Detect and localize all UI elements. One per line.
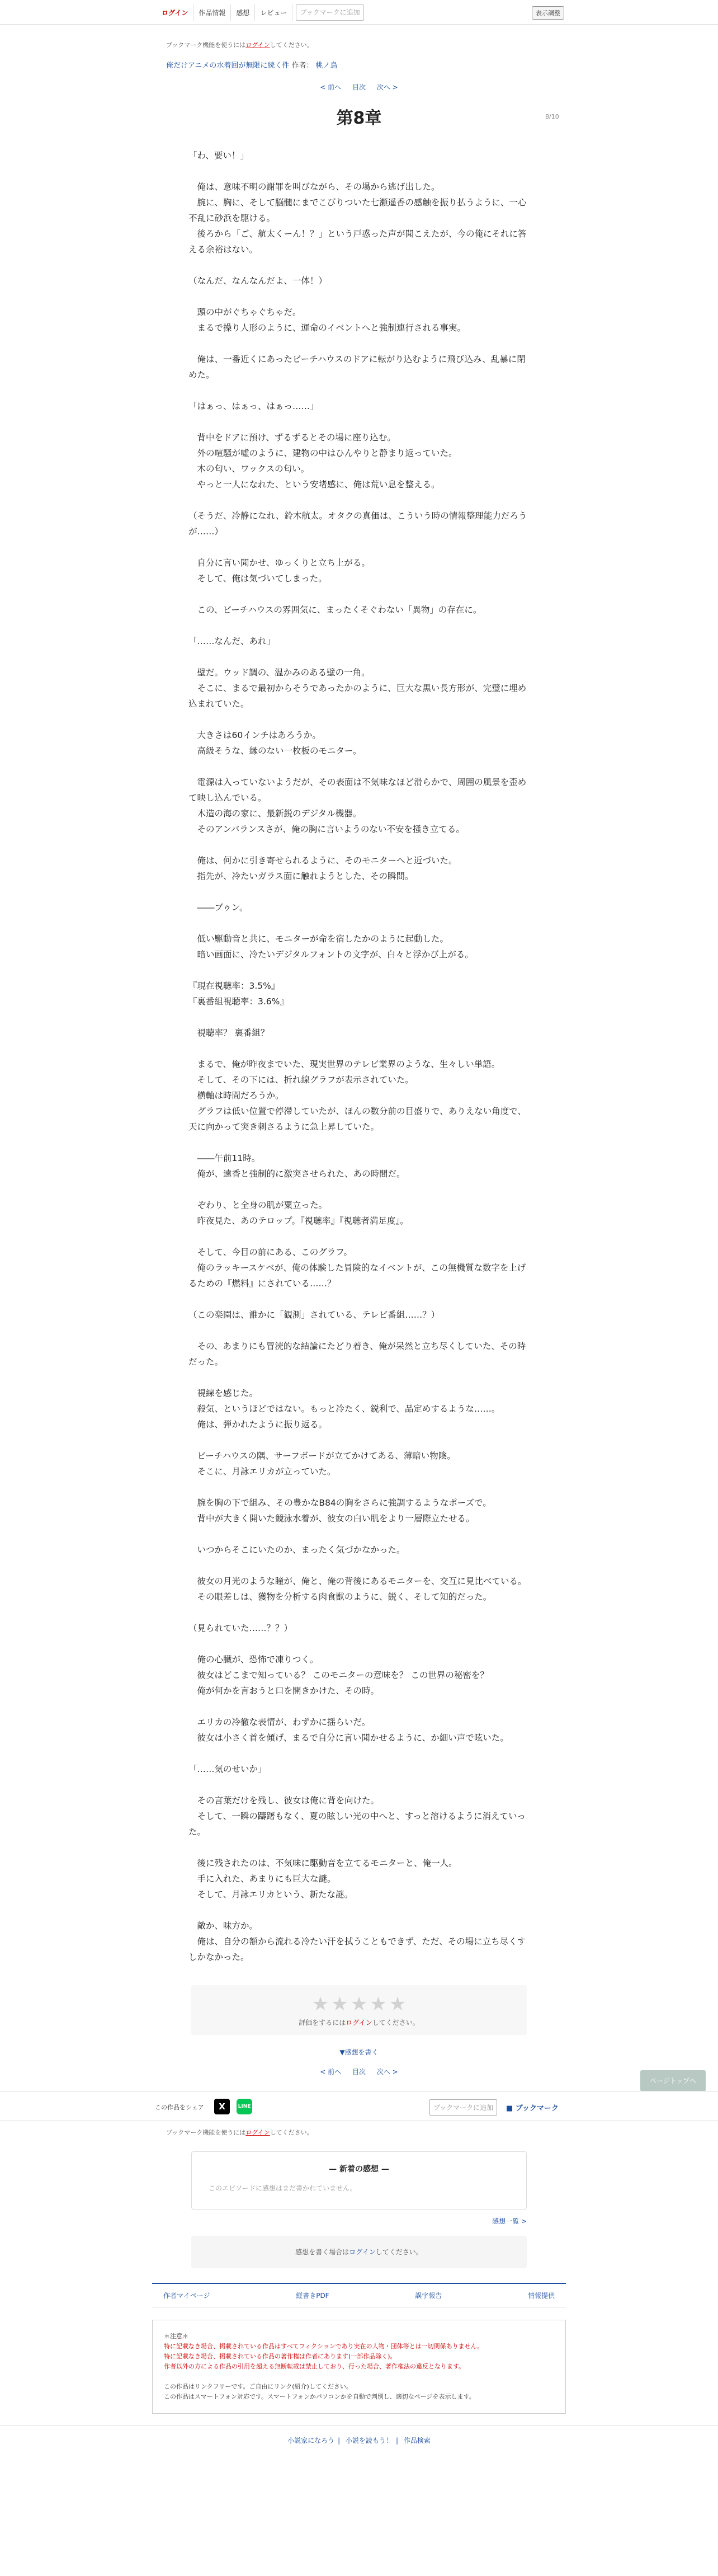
body-paragraph: 自分に言い聞かせ、ゆっくりと立ち上がる。 bbox=[188, 558, 370, 568]
star-icon[interactable]: ★ bbox=[389, 1993, 407, 2015]
body-paragraph: 暗い画面に、冷たいデジタルフォントの文字が、白々と浮かび上がる。 bbox=[188, 949, 474, 960]
login-link[interactable]: ログイン bbox=[157, 4, 193, 21]
body-paragraph bbox=[188, 1777, 530, 1793]
body-paragraph: 昨夜見た、あのテロップ。『視聴率』『視聴者満足度』。 bbox=[188, 1216, 409, 1226]
author-link[interactable]: 桃ノ鳥 bbox=[315, 62, 338, 70]
notice-red-line: 特に記載なき場合、掲載されている作品はすべてフィクションであり実在の人物・団体等とは一切関係ありません。 bbox=[164, 2343, 484, 2350]
x-share-icon[interactable]: X bbox=[214, 2099, 230, 2114]
body-paragraph: この、ビーチハウスの雰囲気に、まったくそぐわない「異物」の存在に。 bbox=[188, 605, 482, 615]
prev-link[interactable]: < 前へ bbox=[320, 2068, 342, 2076]
body-paragraph: 後に残されたのは、不気味に駆動音を立てるモニターと、俺一人。 bbox=[188, 1858, 457, 1868]
body-paragraph: 俺は、何かに引き寄せられるように、そのモニターへと近づいた。 bbox=[188, 855, 457, 866]
body-paragraph: 敵か、味方か。 bbox=[188, 1921, 258, 1931]
body-paragraph bbox=[188, 1291, 530, 1307]
body-paragraph bbox=[188, 1746, 530, 1761]
body-paragraph bbox=[188, 1605, 530, 1620]
body-paragraph bbox=[188, 492, 530, 508]
body-paragraph bbox=[188, 962, 530, 978]
line-share-icon[interactable]: LINE bbox=[237, 2099, 252, 2114]
notice-text: ブックマーク機能を使うには bbox=[166, 2129, 246, 2136]
bookmark-notice bbox=[166, 40, 718, 49]
body-paragraph bbox=[188, 1009, 530, 1025]
star-icon[interactable]: ★ bbox=[350, 1993, 368, 2015]
body-paragraph: 背中をドアに預け、ずるずるとその場に座り込む。 bbox=[188, 433, 396, 443]
add-bookmark-button[interactable]: ブックマークに追加 bbox=[429, 2099, 497, 2116]
body-paragraph bbox=[188, 1902, 530, 1918]
body-paragraph: 壁だ。ウッド調の、温かみのある壁の一角。 bbox=[188, 667, 370, 678]
impressions-empty-text: このエピソードに感想はまだ書かれていません。 bbox=[209, 2184, 357, 2192]
body-paragraph: 後ろから「ご、航太くーん！？」という戸惑った声が聞こえたが、今の俺にそれに答える余裕はない。 bbox=[188, 229, 527, 255]
notice-text: ブックマーク機能を使うには bbox=[166, 41, 246, 49]
body-paragraph bbox=[188, 1636, 530, 1652]
bookmark-notice bbox=[166, 2128, 718, 2137]
new-impressions-box bbox=[191, 2151, 527, 2210]
notice-line: この作品はリンクフリーです。ご自由にリンク(紹介)してください。 bbox=[164, 2383, 352, 2390]
star-icon[interactable]: ★ bbox=[331, 1993, 348, 2015]
impression-login-box bbox=[191, 2236, 527, 2268]
body-paragraph: そこに、月詠エリカが立っていた。 bbox=[188, 1466, 336, 1477]
display-settings-button[interactable]: 表示調整 bbox=[532, 6, 564, 20]
chapter-title: 第8章 bbox=[336, 109, 382, 128]
body-paragraph: 俺が何かを言おうと口を開きかけた、その時。 bbox=[188, 1686, 380, 1696]
body-paragraph: 手に入れた、あまりにも巨大な謎。 bbox=[188, 1874, 336, 1884]
notice-heading: ＊注意＊ bbox=[164, 2333, 188, 2340]
body-paragraph bbox=[188, 1182, 530, 1197]
body-paragraph: 木の匂い、ワックスの匂い。 bbox=[188, 464, 310, 474]
login-box-text: してください。 bbox=[375, 2248, 423, 2256]
body-paragraph: 視線を感じた。 bbox=[188, 1388, 258, 1398]
body-paragraph: 『現在視聴率：3.5%』 bbox=[188, 981, 280, 991]
top-nav bbox=[157, 4, 364, 21]
body-paragraph: 俺の心臓が、恐怖で凍りつく。 bbox=[188, 1654, 319, 1665]
toc-link[interactable]: 目次 bbox=[352, 83, 366, 91]
body-paragraph: 横軸は時間だろうか。 bbox=[188, 1090, 284, 1101]
share-bar bbox=[0, 2091, 718, 2121]
footer: 小説家になろう | 小説を読もう！ | 作品検索 bbox=[0, 2425, 718, 2470]
footer-link[interactable]: 小説家になろう bbox=[287, 2437, 335, 2445]
body-paragraph: その言葉だけを残し、彼女は俺に背を向けた。 bbox=[188, 1795, 380, 1806]
body-paragraph bbox=[188, 915, 530, 931]
body-paragraph: 高級そうな、縁のない一枚板のモニター。 bbox=[188, 746, 362, 756]
info-provide-link[interactable]: 情報提供 bbox=[527, 2292, 555, 2300]
body-paragraph: そして、今目の前にある、このグラフ。 bbox=[188, 1247, 352, 1257]
notice-text: してください。 bbox=[270, 2129, 313, 2136]
page-top-button[interactable]: ページトップへ bbox=[640, 2070, 706, 2091]
notice-login-link[interactable]: ログイン bbox=[245, 41, 270, 49]
series-info bbox=[166, 59, 718, 70]
body-paragraph: その眼差しは、獲物を分析する肉食獣のように、鋭く、そして知的だった。 bbox=[188, 1592, 492, 1602]
body-paragraph bbox=[188, 1526, 530, 1542]
novel-body bbox=[188, 148, 530, 1965]
star-icon[interactable]: ★ bbox=[311, 1993, 329, 2015]
bookmark-label: ブックマーク bbox=[515, 2104, 559, 2113]
body-paragraph: 頭の中がぐちゃぐちゃだ。 bbox=[188, 307, 301, 317]
body-paragraph bbox=[188, 163, 530, 179]
body-paragraph: 俺は、意味不明の謝罪を叫びながら、その場から逃げ出した。 bbox=[188, 182, 440, 192]
body-paragraph bbox=[188, 1041, 530, 1056]
body-paragraph: 殺気、というほどではない。もっと冷たく、鋭利で、品定めするような……。 bbox=[188, 1404, 500, 1414]
share-label: この作品をシェア bbox=[155, 2104, 204, 2111]
body-paragraph bbox=[188, 1323, 530, 1338]
body-paragraph: そして、その下には、折れ線グラフが表示されていた。 bbox=[188, 1075, 414, 1085]
body-paragraph: 俺は、弾かれたように振り返る。 bbox=[188, 1419, 328, 1430]
work-info-link[interactable]: 作品情報 bbox=[193, 4, 231, 21]
body-paragraph bbox=[188, 1558, 530, 1573]
work-links bbox=[152, 2283, 566, 2307]
body-paragraph: 俺のラッキースケベが、俺の体験した冒険的なイベントが、この無機質な数字を上げるための『燃料』にされている……？ bbox=[188, 1263, 526, 1289]
next-link[interactable]: 次へ > bbox=[376, 2068, 398, 2076]
body-paragraph bbox=[188, 383, 530, 398]
body-paragraph bbox=[188, 289, 530, 304]
body-paragraph bbox=[188, 884, 530, 900]
body-paragraph: 「わ、要い！」 bbox=[188, 151, 249, 161]
footer-link[interactable]: 小説を読もう！ bbox=[345, 2437, 393, 2445]
body-paragraph bbox=[188, 336, 530, 351]
body-paragraph: そして、俺は気づいてしまった。 bbox=[188, 574, 327, 584]
body-paragraph: そこに、まるで最初からそうであったかのように、巨大な黒い長方形が、完璧に埋め込まれていた。 bbox=[188, 683, 527, 709]
body-paragraph: 彼女は小さく首を傾げ、まるで自分に言い聞かせるように、か細い声で呟いた。 bbox=[188, 1733, 509, 1743]
body-paragraph: エリカの冷徹な表情が、わずかに揺らいだ。 bbox=[188, 1717, 371, 1727]
body-paragraph bbox=[188, 257, 530, 273]
body-paragraph: 木造の海の家に、最新鋭のデジタル機器。 bbox=[188, 808, 362, 819]
body-paragraph: 「はぁっ、はぁっ、はぁっ……」 bbox=[188, 401, 319, 411]
impressions-heading: — 新着の感想 — bbox=[329, 2165, 389, 2174]
pager-top bbox=[0, 82, 718, 92]
body-paragraph bbox=[188, 539, 530, 555]
body-paragraph: 腕を胸の下で組み、その豊かなB84の胸をさらに強調するようなポーズで。 bbox=[188, 1498, 492, 1508]
login-box-link[interactable]: ログイン bbox=[349, 2248, 376, 2256]
body-paragraph: その、あまりにも冒涜的な結論にたどり着き、俺が呆然と立ち尽くしていた、その時だった。 bbox=[188, 1341, 526, 1367]
body-paragraph: 彼女はどこまで知っている？ このモニターの意味を？ この世界の秘密を？ bbox=[188, 1670, 489, 1680]
body-paragraph bbox=[188, 1699, 530, 1714]
notice-text: してください。 bbox=[270, 41, 313, 49]
typo-report-link[interactable]: 誤字報告 bbox=[415, 2292, 442, 2300]
body-paragraph: 視聴率？ 裏番組？ bbox=[188, 1028, 270, 1038]
body-paragraph bbox=[188, 1229, 530, 1244]
star-icon[interactable]: ★ bbox=[370, 1993, 387, 2015]
notice-login-link[interactable]: ログイン bbox=[245, 2129, 270, 2136]
body-paragraph: ビーチハウスの隅、サーフボードが立てかけてある、薄暗い物陰。 bbox=[188, 1451, 456, 1461]
body-paragraph: 指先が、冷たいガラス面に触れようとした、その瞬間。 bbox=[188, 871, 414, 881]
body-paragraph: 「……気のせいか」 bbox=[188, 1764, 267, 1774]
body-paragraph: ぞわり、と全身の肌が粟立った。 bbox=[188, 1200, 328, 1210]
series-title-link[interactable]: 俺だけアニメの水着回が無限に続く件 bbox=[166, 62, 290, 70]
body-paragraph bbox=[188, 1135, 530, 1150]
body-paragraph bbox=[188, 586, 530, 602]
body-paragraph: そして、月詠エリカという、新たな謎。 bbox=[188, 1889, 353, 1900]
body-paragraph bbox=[188, 1479, 530, 1495]
author-label: 作者： bbox=[291, 62, 314, 70]
body-paragraph bbox=[188, 837, 530, 853]
body-paragraph: まるで、俺が昨夜までいた、現実世界のテレビ業界のような、生々しい単語。 bbox=[188, 1059, 500, 1069]
rating-login-link[interactable]: ログイン bbox=[346, 2019, 372, 2027]
vertical-pdf-link[interactable]: 縦書きPDF bbox=[296, 2292, 329, 2300]
rating-text: 評価をするには bbox=[299, 2019, 346, 2027]
body-paragraph: いつからそこにいたのか、まったく気づかなかった。 bbox=[188, 1545, 405, 1555]
body-paragraph: 『裏番組視聴率：3.6%』 bbox=[188, 996, 289, 1007]
body-paragraph: 電源は入っていないようだが、その表面は不気味なほど滑らかで、周囲の風景を歪めて映し込んでいる。 bbox=[188, 777, 527, 803]
body-paragraph: （そうだ、冷静になれ、鈴木航太。オタクの真価は、こういう時の情報整理能力だろうが……） bbox=[188, 511, 527, 537]
notice-red-line: 特に記載なき場合、掲載されている作品の著作権は作者にあります(一部作品除く)。 bbox=[164, 2353, 396, 2360]
body-paragraph bbox=[188, 1840, 530, 1855]
body-paragraph: （この楽園は、誰かに「観測」されている、テレビ番組……？） bbox=[188, 1310, 440, 1320]
notice-box bbox=[152, 2320, 566, 2414]
body-paragraph bbox=[188, 649, 530, 665]
body-paragraph: 腕に、胸に、そして脳髄にまでこびりついた七瀬遥香の感触を振り払うように、一心不乱に砂浜を駆ける。 bbox=[188, 198, 527, 223]
body-paragraph: ――ブゥン。 bbox=[188, 902, 248, 913]
body-paragraph bbox=[188, 1432, 530, 1448]
body-paragraph bbox=[188, 759, 530, 774]
author-mypage-link[interactable]: 作者マイページ bbox=[163, 2292, 210, 2300]
notice-red-line: 作者以外の方による作品の引用を超える無断転載は禁止しており、行った場合、著作権法の違反となります。 bbox=[164, 2363, 465, 2370]
body-paragraph: （なんだ、なんなんだよ、一体！） bbox=[188, 276, 328, 286]
impressions-list-link[interactable]: 感想一覧 > bbox=[492, 2217, 527, 2225]
write-impression-link[interactable]: ▼感想を書く bbox=[339, 2048, 379, 2056]
rating-box bbox=[191, 1985, 527, 2035]
footer-link[interactable]: 作品検索 bbox=[403, 2437, 431, 2445]
top-navbar bbox=[0, 0, 718, 25]
body-paragraph: まるで操り人形のように、運命のイベントへと強制連行される事実。 bbox=[188, 323, 466, 333]
toc-link[interactable]: 目次 bbox=[352, 2068, 366, 2076]
pager-bottom bbox=[0, 2067, 718, 2076]
body-paragraph: 彼女の月光のような瞳が、俺と、俺の背後にあるモニターを、交互に見比べている。 bbox=[188, 1576, 527, 1586]
body-paragraph: 背中が大きく開いた競泳水着が、彼女の白い肌をより一層際立たせる。 bbox=[188, 1513, 475, 1524]
body-paragraph: 「……なんだ、あれ」 bbox=[188, 636, 276, 646]
login-box-text: 感想を書く場合は bbox=[295, 2248, 349, 2256]
body-paragraph: やっと一人になれた、という安堵感に、俺は荒い息を整える。 bbox=[188, 480, 440, 490]
next-link[interactable]: 次へ > bbox=[376, 83, 398, 91]
add-bookmark-button[interactable]: ブックマークに追加 bbox=[296, 4, 363, 21]
body-paragraph bbox=[188, 712, 530, 727]
prev-link[interactable]: < 前へ bbox=[320, 83, 342, 91]
body-paragraph: 俺は、一番近くにあったビーチハウスのドアに転がり込むように飛び込み、乱暴に閉めた。 bbox=[188, 354, 526, 380]
body-paragraph: 大きさは60インチはあろうか。 bbox=[188, 730, 321, 740]
notice-line: この作品はスマートフォン対応です。スマートフォンかパソコンかを自動で判別し、適切なページを表示します。 bbox=[164, 2393, 475, 2400]
body-paragraph: 俺は、自分の額から流れる冷たい汗を拭うこともできず、ただ、その場に立ち尽くすしかなかった。 bbox=[188, 1936, 526, 1962]
body-paragraph: そのアンバランスさが、俺の胸に言いようのない不安を掻き立てる。 bbox=[188, 824, 465, 834]
body-paragraph: 俺が、遠香と強制的に激突させられた、あの時間だ。 bbox=[188, 1169, 405, 1179]
page-number: 8/10 bbox=[545, 113, 559, 120]
body-paragraph: 低い駆動音と共に、モニターが命を宿したかのように起動した。 bbox=[188, 934, 449, 944]
body-paragraph: ――午前11時。 bbox=[188, 1153, 261, 1163]
rating-login-text bbox=[191, 2018, 527, 2027]
body-paragraph bbox=[188, 414, 530, 430]
bookmark-link[interactable]: ■ ブックマーク bbox=[506, 2104, 559, 2113]
impressions-link[interactable]: 感想 bbox=[231, 4, 255, 21]
body-paragraph: そして、一瞬の躊躇もなく、夏の眩しい光の中へと、すっと溶けるように消えていった。 bbox=[188, 1811, 526, 1837]
body-paragraph: 外の喧騒が嘘のように、建物の中はひんやりと静まり返っていた。 bbox=[188, 448, 457, 458]
body-paragraph: （見られていた……？？） bbox=[188, 1623, 293, 1633]
body-paragraph bbox=[188, 618, 530, 633]
body-paragraph bbox=[188, 1370, 530, 1385]
rating-stars bbox=[191, 1993, 527, 2015]
rating-text: してください。 bbox=[372, 2019, 419, 2027]
body-paragraph: グラフは低い位置で停滞していたが、ほんの数分前の目盛りで、ありえない角度で、天に向かって突き刺さるように急上昇していた。 bbox=[188, 1106, 526, 1132]
review-link[interactable]: レビュー bbox=[255, 4, 292, 21]
